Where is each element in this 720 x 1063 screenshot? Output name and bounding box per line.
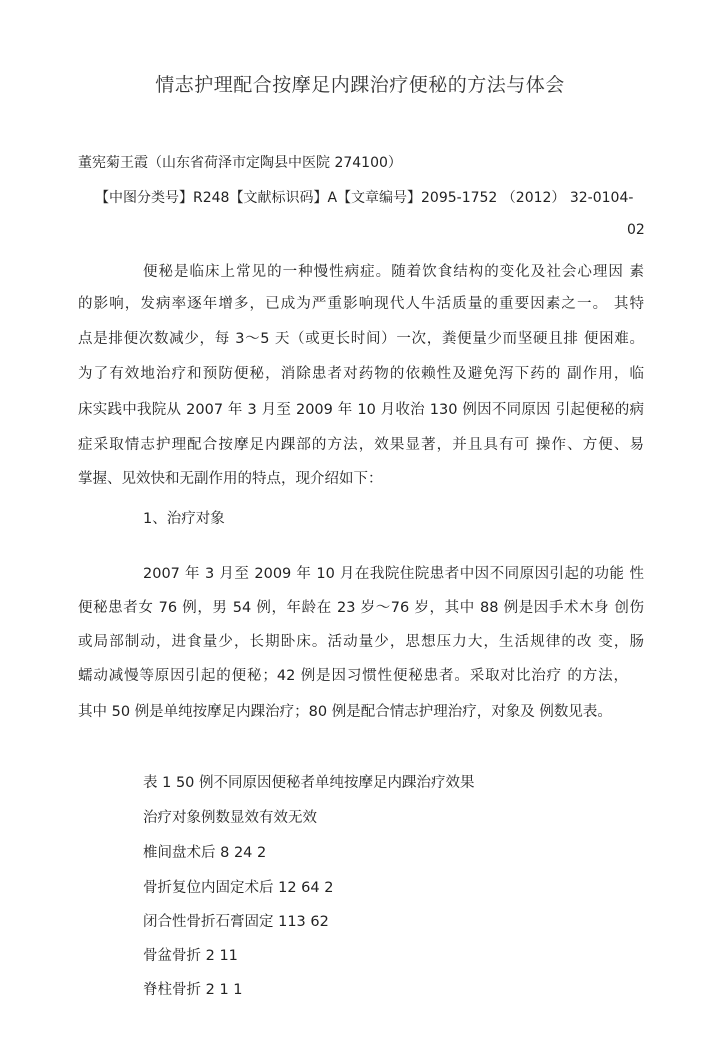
document-title: 情志护理配合按摩足内踝治疗便秘的方法与体会 <box>155 74 565 96</box>
section-paragraph-line: 其中 50 例是单纯按摩足内踝治疗；80 例是配合情志护理治疗，对象及 例数见表。 <box>78 704 612 720</box>
section-paragraph-line: 或局部制动，进食量少，长期卧床。活动量少，思想压力大，生活规律的改 变，肠 <box>78 634 644 650</box>
section-paragraph-line: 蠕动减慢等原因引起的便秘；42 例是因习惯性便秘患者。采取对比治疗 的方法， <box>78 668 628 684</box>
table-row: 骨盆骨折 2 11 <box>143 948 238 964</box>
table-row: 闭合性骨折石膏固定 113 62 <box>143 914 329 930</box>
intro-paragraph-line: 为了有效地治疗和预防便秘，消除患者对药物的依赖性及避免泻下药的 副作用，临 <box>78 366 644 382</box>
section-heading: 1、治疗对象 <box>143 511 225 527</box>
intro-paragraph-line: 点是排便次数减少，每 3～5 天（或更长时间）一次，粪便量少而坚硬且排 便困难。 <box>78 331 644 347</box>
intro-paragraph-line: 便秘是临床上常见的一种慢性病症。随着饮食结构的变化及社会心理因 素 <box>143 264 644 280</box>
table-caption: 表 1 50 例不同原因便秘者单纯按摩足内踝治疗效果 <box>143 775 475 791</box>
classification-line-continued: 02 <box>627 222 645 238</box>
intro-paragraph-line: 床实践中我院从 2007 年 3 月至 2009 年 10 月收治 130 例因不同原因 引起便秘的病 <box>78 402 644 418</box>
author-line: 董宪菊王霞（山东省荷泽市定陶县中医院 274100） <box>78 155 402 171</box>
section-paragraph-line: 便秘患者女 76 例，男 54 例，年龄在 23 岁～76 岁，其中 88 例是因手术木身 创伤 <box>78 600 644 616</box>
table-header: 治疗对象例数显效有效无效 <box>143 810 317 826</box>
table-row: 骨折复位内固定术后 12 64 2 <box>143 880 334 896</box>
intro-paragraph-line: 的影响，发病率逐年增多，已成为严重影响现代人牛活质量的重要因素之一。 其特 <box>78 296 644 312</box>
intro-paragraph-line: 症采取情志护理配合按摩足内踝部的方法，效果显著，并且具有可 操作、方便、易 <box>78 437 644 453</box>
classification-line: 【中图分类号】R248【文献标识码】A【文章编号】2095-1752 （2012） 32-0104- <box>95 190 634 206</box>
table-row: 椎间盘术后 8 24 2 <box>143 845 267 861</box>
intro-paragraph-line: 掌握、见效快和无副作用的特点，现介绍如下： <box>78 471 383 487</box>
section-paragraph-line: 2007 年 3 月至 2009 年 10 月在我院住院患者中因不同原因引起的功能 性 <box>143 566 644 582</box>
table-row: 脊柱骨折 2 1 1 <box>143 982 243 998</box>
